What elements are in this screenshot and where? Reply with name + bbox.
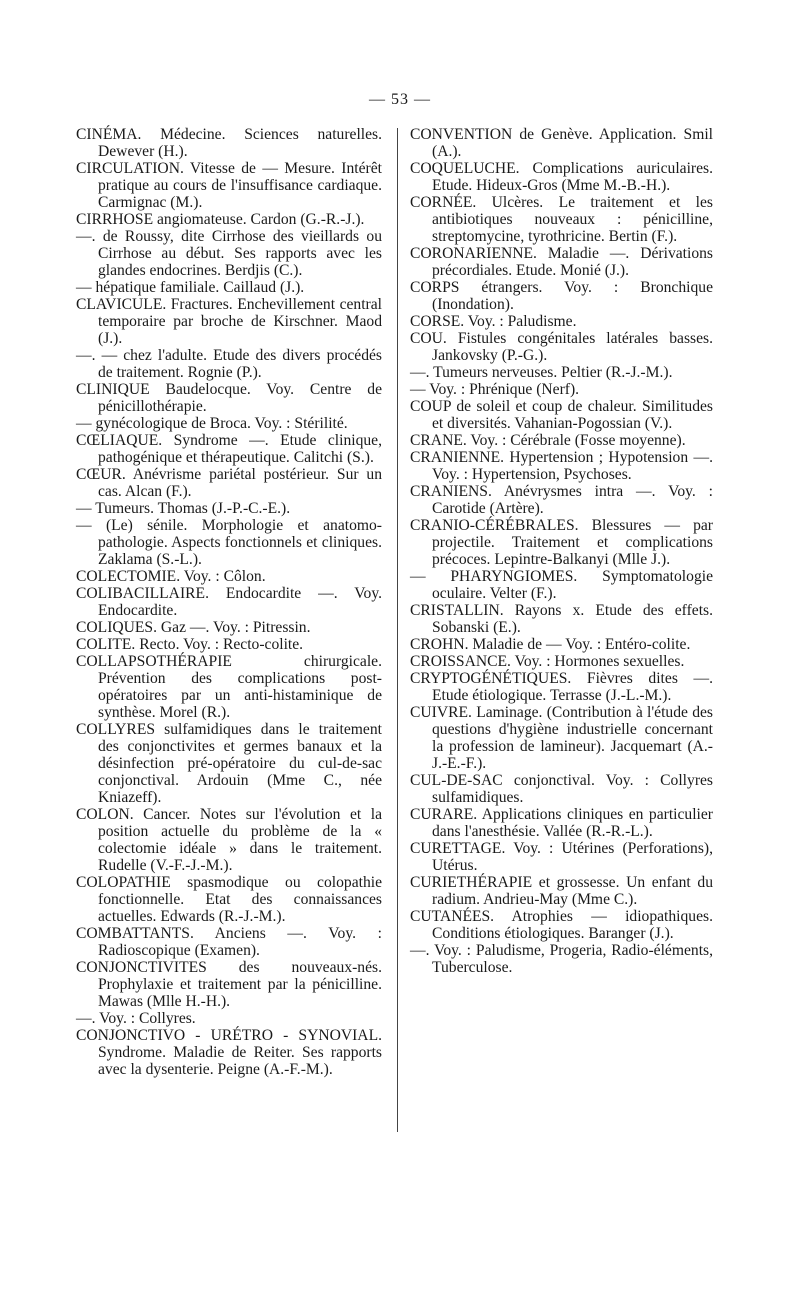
- left-column: [76, 126, 382, 1078]
- index-entry: COLITE. Recto. Voy. : Recto-colite.: [76, 636, 304, 653]
- index-entry: CORPS étrangers. Voy. : Bronchique (Inondation).: [410, 279, 713, 313]
- index-entry: CROHN. Maladie de — Voy. : Entéro-colite.: [410, 636, 691, 653]
- index-entry: CUTANÉES. Atrophies — idiopathiques. Conditions étiologiques. Baranger (J.).: [410, 908, 713, 942]
- index-entry: CROISSANCE. Voy. : Hormones sexuelles.: [410, 653, 685, 670]
- index-entry: CRANIO-CÉRÉBRALES. Blessures — par projectile. Traitement et complications précoces. Lepintre-Balkanyi (Mlle J.).: [410, 517, 713, 568]
- index-entry: CORSE. Voy. : Paludisme.: [410, 313, 577, 330]
- index-entry: CURETTAGE. Voy. : Utérines (Perforations), Utérus.: [410, 840, 713, 874]
- index-entry: COLECTOMIE. Voy. : Côlon.: [76, 568, 266, 585]
- index-entry: CUL-DE-SAC conjonctival. Voy. : Collyres sulfamidiques.: [410, 772, 713, 806]
- index-entry: —. Voy. : Collyres.: [76, 1010, 196, 1027]
- index-entry: COMBATTANTS. Anciens —. Voy. : Radioscopique (Examen).: [76, 925, 382, 959]
- index-entry: CIRRHOSE angiomateuse. Cardon (G.-R.-J.).: [76, 211, 365, 228]
- index-entry: COLIQUES. Gaz —. Voy. : Pitressin.: [76, 619, 311, 636]
- index-entry: COQUELUCHE. Complications auriculaires. Etude. Hideux-Gros (Mme M.-B.-H.).: [410, 160, 713, 194]
- right-column: [410, 126, 713, 976]
- index-entry: —. — chez l'adulte. Etude des divers procédés de traitement. Rognie (P.).: [76, 347, 382, 381]
- index-entry: —. de Roussy, dite Cirrhose des vieillards ou Cirrhose au début. Ses rapports avec les glandes endocrines. Berdjis (C.).: [76, 228, 382, 279]
- index-entry: CRANIENNE. Hypertension ; Hypotension —. Voy. : Hypertension, Psychoses.: [410, 449, 713, 483]
- column-divider: [397, 128, 398, 1132]
- index-entry: COLON. Cancer. Notes sur l'évolution et la position actuelle du problème de la « colectomie idéale » dans le traitement. Rudelle (V.-F.-J.-M.).: [76, 806, 382, 874]
- index-entry: CUIVRE. Laminage. (Contribution à l'étude des questions d'hygiène industrielle concernant la profession de lamineur). Jacquemart (A.-J.-E.-F.).: [410, 704, 713, 772]
- index-entry: CŒLIAQUE. Syndrome —. Etude clinique, pathogénique et thérapeutique. Calitchi (S.).: [76, 432, 382, 466]
- index-entry: CONVENTION de Genève. Application. Smil (A.).: [410, 126, 713, 160]
- index-entry: CONJONCTIVITES des nouveaux-nés. Prophylaxie et traitement par la pénicilline. Mawas (Mlle H.-H.).: [76, 959, 382, 1010]
- index-entry: CRISTALLIN. Rayons x. Etude des effets. Sobanski (E.).: [410, 602, 713, 636]
- index-entry: — PHARYNGIOMES. Symptomatologie oculaire. Velter (F.).: [410, 568, 713, 602]
- index-entry: CURARE. Applications cliniques en particulier dans l'anesthésie. Vallée (R.-R.-L.).: [410, 806, 713, 840]
- index-entry: — hépatique familiale. Caillaud (J.).: [76, 279, 305, 296]
- index-entry: —. Tumeurs nerveuses. Peltier (R.-J.-M.).: [410, 364, 673, 381]
- index-entry: CRANE. Voy. : Cérébrale (Fosse moyenne).: [410, 432, 686, 449]
- index-entry: CŒUR. Anévrisme pariétal postérieur. Sur un cas. Alcan (F.).: [76, 466, 382, 500]
- index-entry: CLAVICULE. Fractures. Enchevillement central temporaire par broche de Kirschner. Maod (J.).: [76, 296, 382, 347]
- index-entry: — (Le) sénile. Morphologie et anatomo-pathologie. Aspects fonctionnels et cliniques. Zaklama (S.-L.).: [76, 517, 382, 568]
- index-entry: COLLAPSOTHÉRAPIE chirurgicale. Prévention des complications post-opératoires par un anti-histaminique de synthèse. Morel (R.).: [76, 653, 382, 721]
- index-entry: CRANIENS. Anévrysmes intra —. Voy. : Carotide (Artère).: [410, 483, 713, 517]
- page-number: — 53 —: [369, 91, 431, 108]
- index-entry: CIRCULATION. Vitesse de — Mesure. Intérêt pratique au cours de l'insuffisance cardiaque. Carmignac (M.).: [76, 160, 382, 211]
- index-entry: CURIETHÉRAPIE et grossesse. Un enfant du radium. Andrieu-May (Mme C.).: [410, 874, 713, 908]
- index-entry: CORONARIENNE. Maladie —. Dérivations précordiales. Etude. Monié (J.).: [410, 245, 713, 279]
- index-entry: COLOPATHIE spasmodique ou colopathie fonctionnelle. Etat des connaissances actuelles. Edwards (R.-J.-M.).: [76, 874, 382, 925]
- index-entry: — gynécologique de Broca. Voy. : Stérilité.: [76, 415, 348, 432]
- index-entry: CONJONCTIVO - URÉTRO - SYNOVIAL. Syndrome. Maladie de Reiter. Ses rapports avec la dysenterie. Peigne (A.-F.-M.).: [76, 1027, 382, 1078]
- index-entry: CINÉMA. Médecine. Sciences naturelles. Dewever (H.).: [76, 126, 382, 160]
- index-entry: —. Voy. : Paludisme, Progeria, Radio-éléments, Tuberculose.: [410, 942, 713, 976]
- index-entry: COLLYRES sulfamidiques dans le traitement des conjonctivites et germes banaux et la désinfection pré-opératoire du cul-de-sac conjonctival. Ardouin (Mme C., née Kniazeff).: [76, 721, 382, 806]
- index-entry: COU. Fistules congénitales latérales basses. Jankovsky (P.-G.).: [410, 330, 713, 364]
- index-entry: CLINIQUE Baudelocque. Voy. Centre de pénicillothérapie.: [76, 381, 382, 415]
- index-entry: — Tumeurs. Thomas (J.-P.-C.-E.).: [76, 500, 291, 517]
- index-entry: CORNÉE. Ulcères. Le traitement et les antibiotiques nouveaux : pénicilline, streptomycine, tyrothricine. Bertin (F.).: [410, 194, 713, 245]
- index-entry: CRYPTOGÉNÉTIQUES. Fièvres dites —. Etude étiologique. Terrasse (J.-L.-M.).: [410, 670, 713, 704]
- index-entry: COUP de soleil et coup de chaleur. Similitudes et diversités. Vahanian-Pogossian (V.).: [410, 398, 713, 432]
- index-entry: — Voy. : Phrénique (Nerf).: [410, 381, 580, 398]
- index-entry: COLIBACILLAIRE. Endocardite —. Voy. Endocardite.: [76, 585, 382, 619]
